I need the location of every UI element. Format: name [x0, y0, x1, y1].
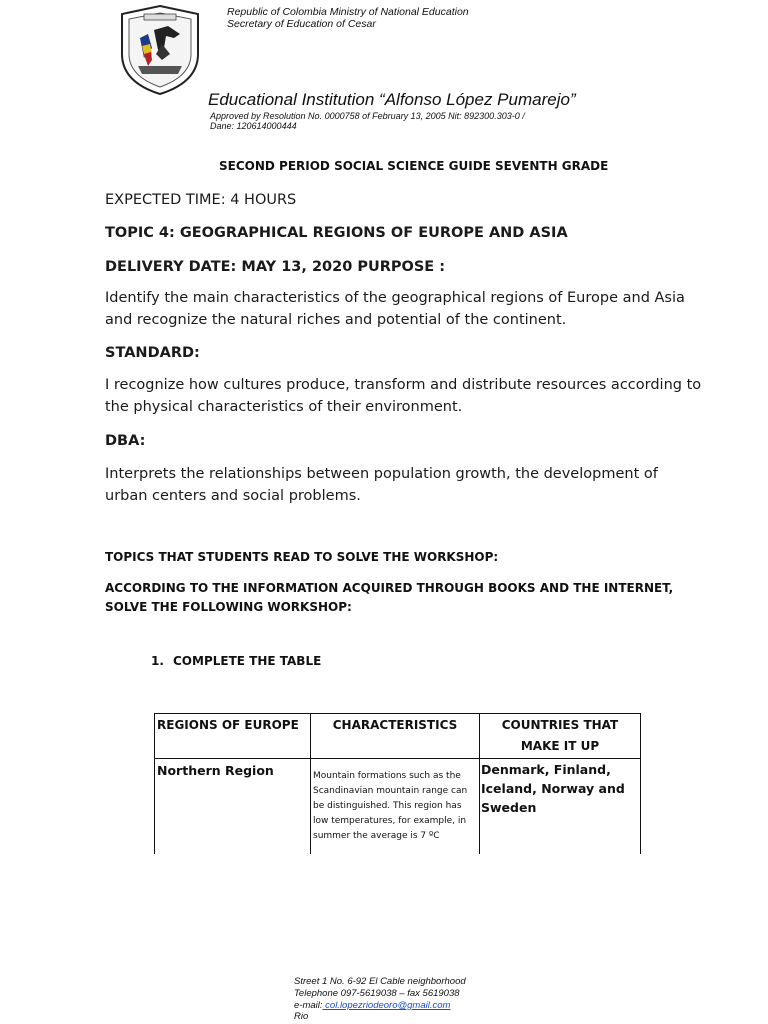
expected-time: EXPECTED TIME: 4 HOURS [105, 192, 297, 208]
standard-heading: STANDARD: [105, 345, 200, 361]
item-text: COMPLETE THE TABLE [173, 654, 322, 668]
dba-heading: DBA: [105, 433, 146, 449]
footer-address: Street 1 No. 6-92 El Cable neighborhood [294, 976, 466, 987]
table-header-cell: REGIONS OF EUROPE [155, 714, 311, 759]
footer-email-label: e-mail: [294, 1000, 323, 1011]
guide-title: SECOND PERIOD SOCIAL SCIENCE GUIDE SEVENTH GRADE [219, 159, 609, 173]
header-secretary: Secretary of Education of Cesar [227, 18, 376, 30]
footer-city: Rio [294, 1011, 309, 1022]
table-header-cell: CHARACTERISTICS [311, 714, 480, 759]
delivery-date: DELIVERY DATE: MAY 13, 2020 PURPOSE : [105, 259, 446, 275]
approval-line-2: Dane: 120614000444 [210, 121, 297, 131]
dba-text: Interprets the relationships between population growth, the development of urban centers and social problems. [105, 466, 658, 504]
standard-text: I recognize how cultures produce, transform and distribute resources according to the physical characteristics of their environment. [105, 377, 702, 415]
countries-cell: Denmark, Finland, Iceland, Norway and Sweden [480, 759, 641, 855]
purpose-text: Identify the main characteristics of the geographical regions of Europe and Asia and recognize the natural riches and potential of the continent. [105, 290, 685, 328]
region-cell: Northern Region [155, 759, 311, 855]
footer-telephone: Telephone 097-5619038 – fax 5619038 [294, 988, 460, 999]
topics-read-heading: TOPICS THAT STUDENTS READ TO SOLVE THE WORKSHOP: [105, 550, 499, 564]
institution-name: Educational Institution “Alfonso López Pumarejo” [208, 90, 576, 109]
according-heading: ACCORDING TO THE INFORMATION ACQUIRED THROUGH BOOKS AND THE INTERNET, SOLVE THE FOLLOWING WORKSHOP: [105, 581, 674, 614]
header-ministry: Republic of Colombia Ministry of National Education [227, 6, 469, 18]
characteristics-cell: Mountain formations such as the Scandinavian mountain range can be distinguished. This region has low temperatures, for example, in summer the average is 7 ºC [311, 759, 480, 855]
table-header-row [155, 714, 641, 759]
item-number: 1. [151, 654, 164, 668]
table-row [155, 759, 641, 855]
topic-heading: TOPIC 4: GEOGRAPHICAL REGIONS OF EUROPE AND ASIA [105, 225, 568, 241]
approval-line-1: Approved by Resolution No. 0000758 of February 13, 2005 Nit: 892300.303-0 / [210, 111, 525, 121]
footer-email-line [294, 1000, 450, 1012]
footer-email-link[interactable]: col.lopezriodeoro@gmail.com [322, 1000, 451, 1011]
table-header-cell: COUNTRIES THAT MAKE IT UP [480, 714, 641, 759]
institution-logo [118, 4, 202, 96]
regions-table [154, 713, 641, 854]
